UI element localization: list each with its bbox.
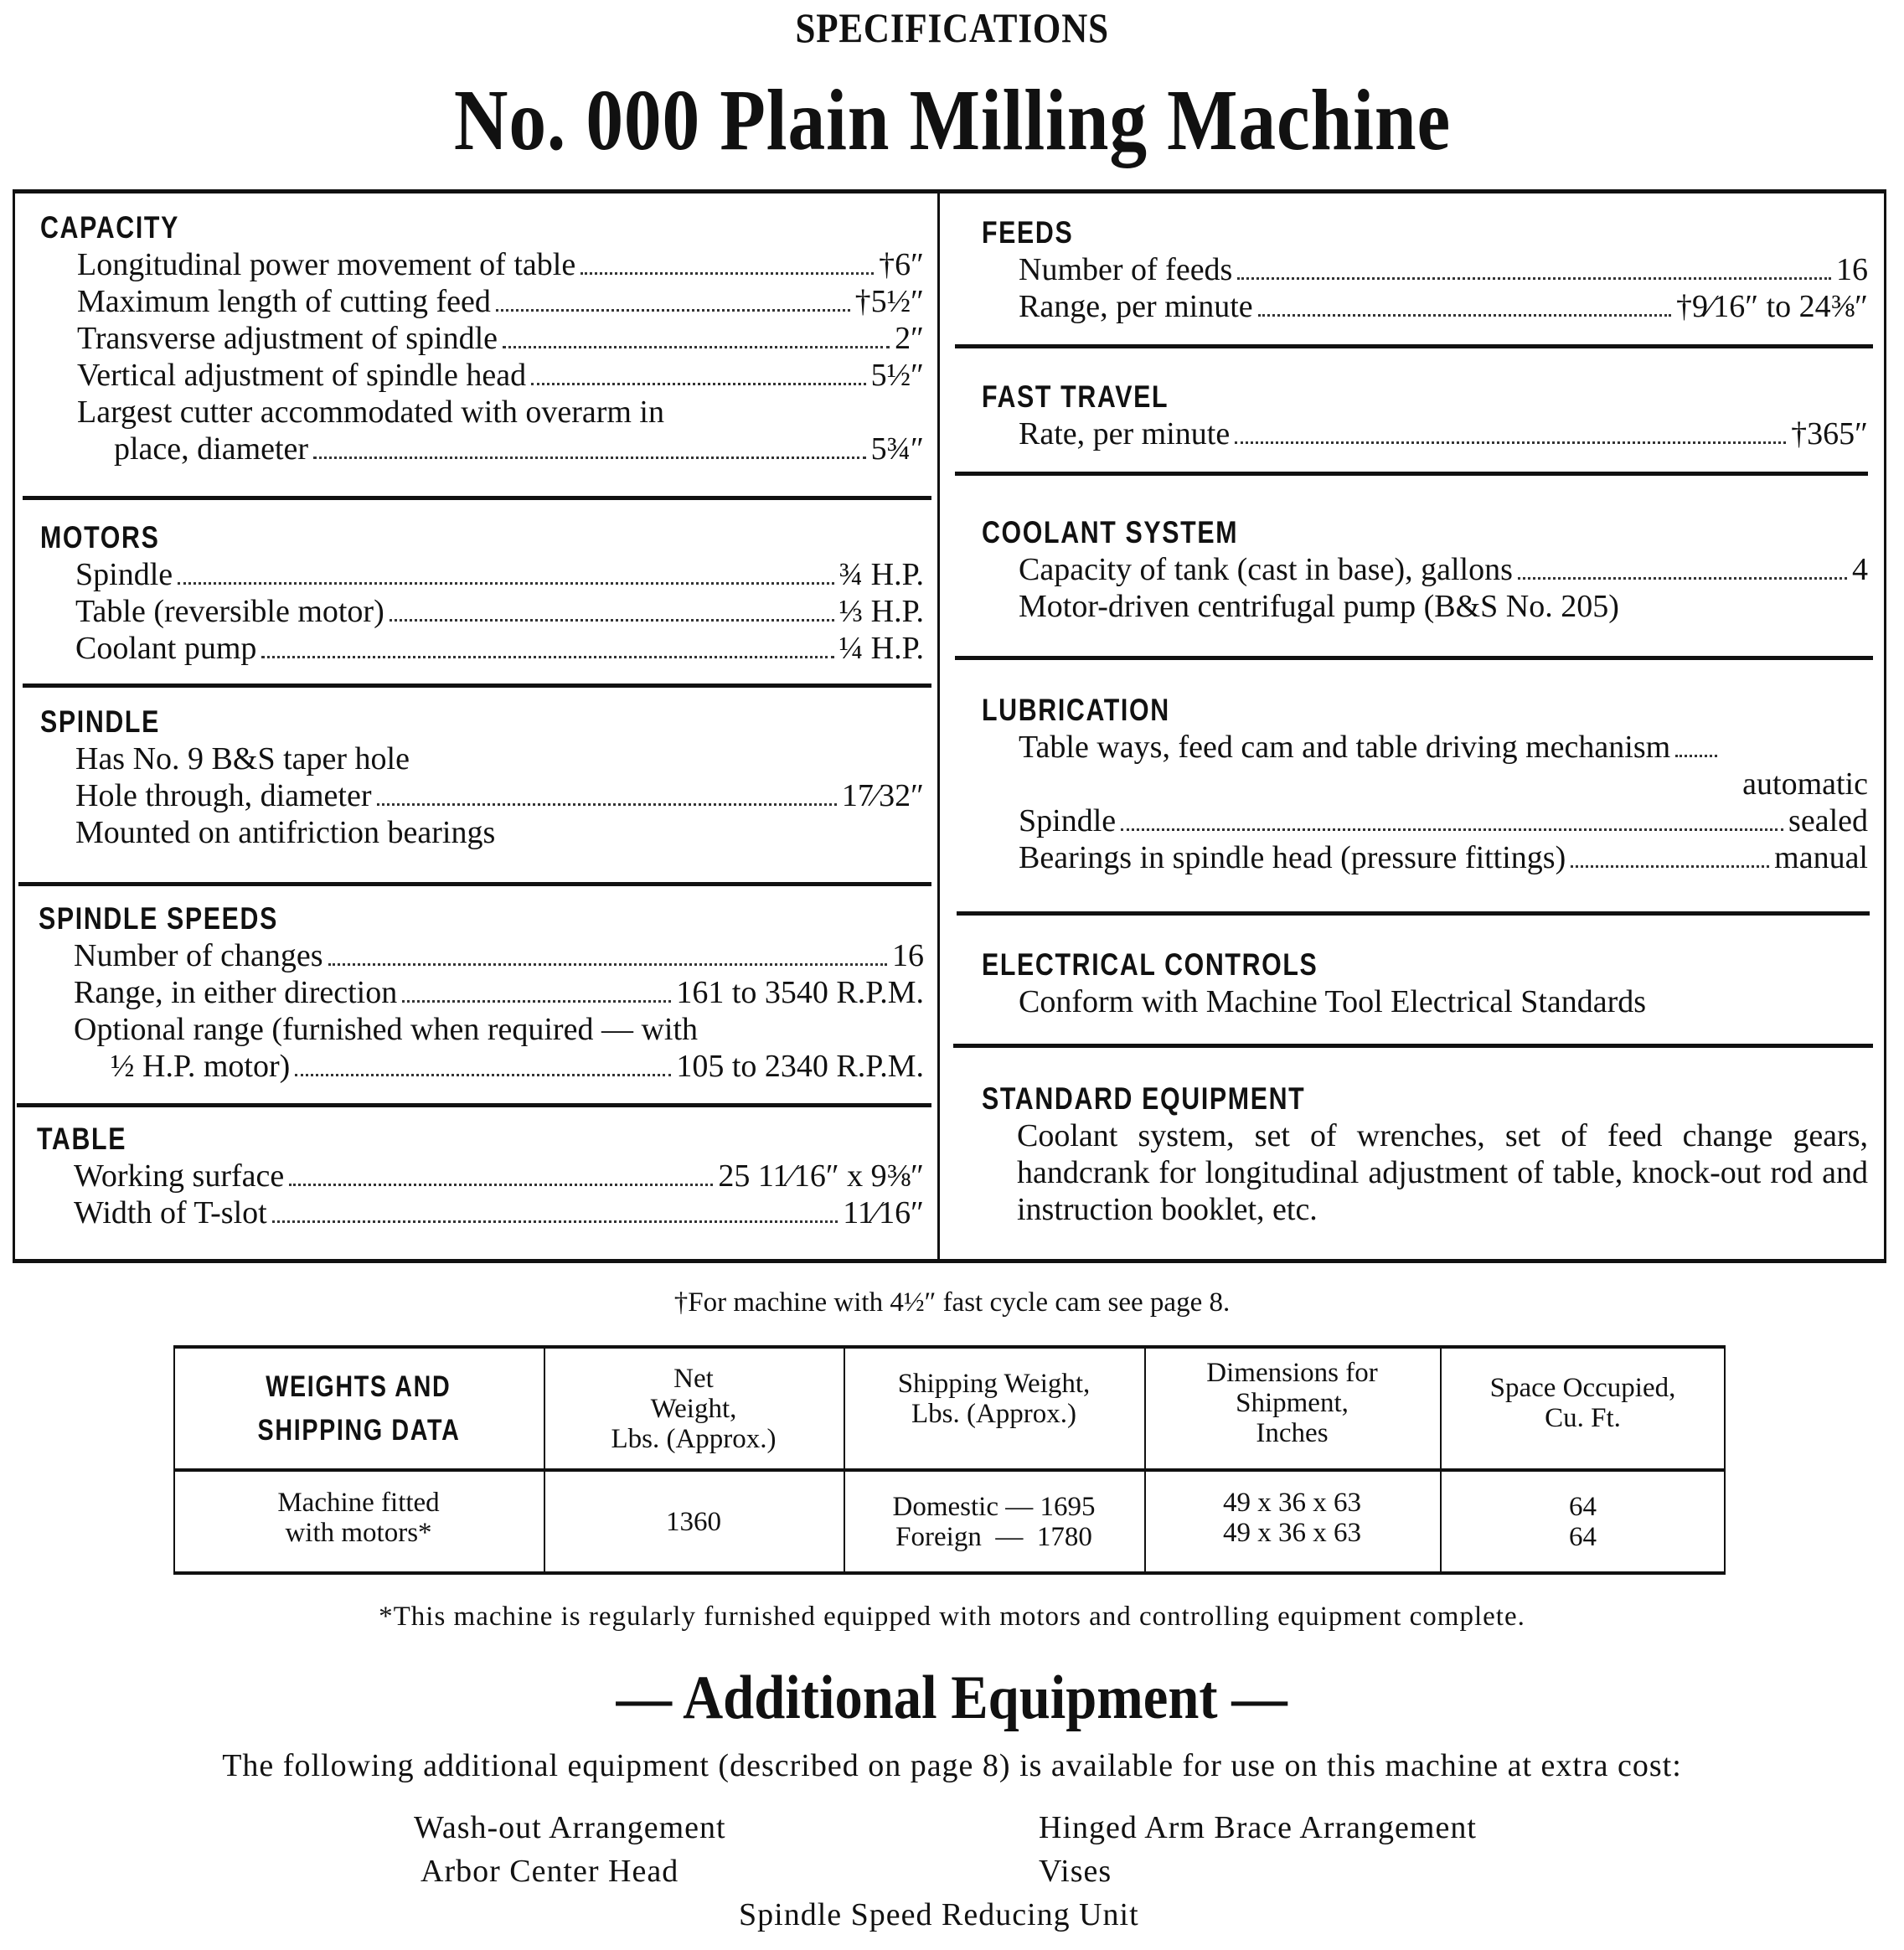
section-divider xyxy=(953,1044,1873,1048)
spec-label: Rate, per minute xyxy=(1019,416,1231,451)
section-motors xyxy=(40,519,924,667)
section-divider xyxy=(957,911,1870,916)
spec-value: †6″ xyxy=(879,247,924,282)
spec-row xyxy=(39,974,924,1011)
heading-text: STANDARD EQUIPMENT xyxy=(982,1081,1306,1116)
spec-label: ½ H.P. motor) xyxy=(111,1049,291,1084)
spec-label: place, diameter xyxy=(114,431,309,467)
spec-value: 2″ xyxy=(895,321,924,356)
additional-title-text: — Additional Equipment — xyxy=(616,1664,1288,1732)
column-header-space: Space Occupied, Cu. Ft. xyxy=(1489,1373,1676,1433)
table-title-line: SHIPPING DATA xyxy=(257,1413,460,1447)
cell-net-weight: 1360 xyxy=(666,1507,721,1537)
spec-row xyxy=(37,1194,924,1231)
spec-row xyxy=(40,630,924,667)
leader-dots xyxy=(272,1220,838,1223)
spec-value: 5½″ xyxy=(870,358,924,393)
spec-label: Transverse adjustment of spindle xyxy=(77,321,498,356)
section-heading xyxy=(982,214,1868,251)
section-heading xyxy=(982,692,1868,729)
page-kicker xyxy=(0,3,1904,52)
asterisk-footnote: *This machine is regularly furnished equipped with motors and controlling equipment complete. xyxy=(379,1602,1525,1632)
cell-space: 64 64 xyxy=(1569,1492,1597,1552)
spec-value: 25 11⁄16″ x 9⅜″ xyxy=(718,1158,924,1194)
section-standard-equipment xyxy=(982,1081,1868,1228)
section-divider xyxy=(955,656,1873,660)
spec-label: Range, in either direction xyxy=(74,975,398,1010)
additional-equipment-intro: The following additional equipment (described on page 8) is available for use on this machine at extra cost: xyxy=(222,1748,1682,1783)
section-divider xyxy=(18,882,931,886)
section-divider xyxy=(955,344,1873,348)
spec-line: Optional range (furnished when required — with xyxy=(74,1012,699,1047)
section-electrical-controls xyxy=(982,947,1868,1020)
spec-label: Maximum length of cutting feed xyxy=(77,284,491,319)
heading-text: ELECTRICAL CONTROLS xyxy=(982,947,1318,982)
column-header-shipping-weight: Shipping Weight, Lbs. (Approx.) xyxy=(897,1369,1091,1429)
spec-label: Hole through, diameter xyxy=(75,778,372,813)
kicker-text: SPECIFICATIONS xyxy=(795,4,1109,51)
table-title-line: WEIGHTS AND xyxy=(266,1370,451,1403)
shipping-data-table xyxy=(173,1345,1726,1575)
spec-label: Number of changes xyxy=(74,938,323,973)
spec-row xyxy=(982,251,1868,288)
section-lubrication xyxy=(982,692,1868,876)
spec-row xyxy=(40,357,924,394)
leader-dots xyxy=(1675,755,1717,757)
equipment-item: Vises xyxy=(1039,1854,1112,1889)
spec-row xyxy=(982,729,1868,766)
spec-value: †365″ xyxy=(1791,416,1868,451)
spec-value: sealed xyxy=(1788,803,1868,838)
spec-line: Mounted on antifriction bearings xyxy=(75,815,496,850)
spec-value: 16 xyxy=(892,938,924,973)
spec-paragraph: Coolant system, set of wrenches, set of feed change gears, handcrank for longitudinal adjustment of table, knock-out rod and instruction booklet, etc. xyxy=(1017,1118,1868,1227)
cell-dimensions: 49 x 36 x 63 49 x 36 x 63 xyxy=(1223,1488,1361,1548)
spec-value: 16 xyxy=(1836,252,1868,287)
spec-row xyxy=(40,777,924,814)
section-feeds xyxy=(982,214,1868,325)
heading-text: SPINDLE xyxy=(40,704,160,739)
heading-text: LUBRICATION xyxy=(982,693,1170,727)
spec-row xyxy=(37,1158,924,1194)
section-heading xyxy=(982,947,1868,983)
spec-row xyxy=(39,937,924,974)
spec-label: Table (reversible motor) xyxy=(75,594,384,629)
spec-value: 105 to 2340 R.P.M. xyxy=(676,1049,924,1084)
leader-dots xyxy=(328,963,887,966)
leader-dots xyxy=(390,619,834,622)
leader-dots xyxy=(295,1074,671,1076)
spec-label: Table ways, feed cam and table driving mechanism xyxy=(1019,730,1671,765)
spec-label: Number of feeds xyxy=(1019,252,1233,287)
heading-text: TABLE xyxy=(37,1122,127,1156)
leader-dots xyxy=(531,383,866,385)
spec-label: Spindle xyxy=(1019,803,1117,838)
page-title xyxy=(0,70,1904,170)
section-fast-travel xyxy=(982,379,1868,452)
spec-row xyxy=(982,551,1868,588)
spec-label: Range, per minute xyxy=(1019,289,1253,324)
heading-text: FAST TRAVEL xyxy=(982,379,1169,414)
spec-row xyxy=(982,288,1868,325)
section-heading xyxy=(40,209,924,246)
column-divider xyxy=(937,189,940,1263)
leader-dots xyxy=(402,1000,671,1003)
spec-line: Conform with Machine Tool Electrical Standards xyxy=(1019,984,1647,1019)
section-heading xyxy=(40,704,924,740)
spec-row xyxy=(40,283,924,320)
section-spindle-speeds xyxy=(39,900,924,1085)
spec-value: automatic xyxy=(1742,766,1868,802)
spec-value: 11⁄16″ xyxy=(843,1195,924,1230)
dagger-footnote: †For machine with 4½″ fast cycle cam see page 8. xyxy=(673,1287,1231,1318)
column-header-dimensions: Dimensions for Shipment, Inches xyxy=(1206,1358,1378,1448)
equipment-item: Wash-out Arrangement xyxy=(414,1810,726,1845)
leader-dots xyxy=(1121,828,1783,831)
leader-dots xyxy=(377,803,837,806)
leader-dots xyxy=(1235,441,1786,444)
spec-row xyxy=(982,802,1868,839)
column-header-net-weight: Net Weight, Lbs. (Approx.) xyxy=(611,1363,777,1454)
spec-label: Longitudinal power movement of table xyxy=(77,247,576,282)
heading-text: SPINDLE SPEEDS xyxy=(39,901,278,936)
spec-row xyxy=(39,1048,924,1085)
section-divider xyxy=(23,496,931,500)
spec-row xyxy=(40,556,924,593)
section-heading xyxy=(40,519,924,556)
spec-label: Capacity of tank (cast in base), gallons xyxy=(1019,552,1513,587)
spec-value: ¼ H.P. xyxy=(838,631,924,666)
section-heading xyxy=(37,1121,924,1158)
section-spindle xyxy=(40,704,924,851)
leader-dots xyxy=(1237,277,1831,280)
table-title xyxy=(173,1349,544,1468)
spec-line: Motor-driven centrifugal pump (B&S No. 205) xyxy=(1019,589,1619,624)
heading-text: MOTORS xyxy=(40,520,160,555)
leader-dots xyxy=(178,582,834,585)
leader-dots xyxy=(261,656,833,658)
spec-line: Has No. 9 B&S taper hole xyxy=(75,741,410,776)
title-text: No. 000 Plain Milling Machine xyxy=(453,72,1451,168)
heading-text: FEEDS xyxy=(982,215,1074,250)
leader-dots xyxy=(1258,314,1671,317)
leader-dots xyxy=(503,346,890,348)
section-heading xyxy=(982,1081,1868,1117)
leader-dots xyxy=(580,272,874,275)
spec-value: 161 to 3540 R.P.M. xyxy=(676,975,924,1010)
spec-line: Largest cutter accommodated with overarm in xyxy=(77,395,664,430)
section-capacity xyxy=(40,209,924,467)
section-coolant-system xyxy=(982,514,1868,625)
spec-value: ¾ H.P. xyxy=(838,557,924,592)
section-heading xyxy=(982,514,1868,551)
leader-dots xyxy=(289,1184,713,1186)
leader-dots xyxy=(1518,577,1847,580)
spec-label: Working surface xyxy=(74,1158,285,1194)
spec-row xyxy=(40,593,924,630)
spec-label: Vertical adjustment of spindle head xyxy=(77,358,527,393)
spec-label: Width of T-slot xyxy=(74,1195,267,1230)
row-label: Machine fitted with motors* xyxy=(277,1488,440,1548)
spec-value: †5½″ xyxy=(854,284,924,319)
cell-shipping-weight: Domestic — 1695 Foreign — 1780 xyxy=(892,1492,1096,1552)
spec-label: Bearings in spindle head (pressure fittings) xyxy=(1019,840,1566,875)
leader-dots xyxy=(496,309,850,312)
spec-value: †9⁄16″ to 24⅜″ xyxy=(1675,289,1868,324)
spec-value: manual xyxy=(1774,840,1868,875)
spec-row xyxy=(40,320,924,357)
spec-value: 5¾″ xyxy=(870,431,924,467)
spec-value: 4 xyxy=(1852,552,1868,587)
equipment-item: Arbor Center Head xyxy=(421,1854,679,1889)
section-divider xyxy=(17,1103,931,1107)
equipment-item: Spindle Speed Reducing Unit xyxy=(739,1897,1139,1932)
section-divider xyxy=(955,472,1868,476)
spec-label: Coolant pump xyxy=(75,631,257,666)
spec-value: 17⁄32″ xyxy=(841,778,924,813)
spec-row xyxy=(982,415,1868,452)
spec-value: ⅓ H.P. xyxy=(838,594,924,629)
leader-dots xyxy=(1571,865,1769,868)
spec-row xyxy=(982,839,1868,876)
spec-row xyxy=(40,246,924,283)
heading-text: CAPACITY xyxy=(40,210,179,245)
heading-text: COOLANT SYSTEM xyxy=(982,515,1239,549)
spec-label: Spindle xyxy=(75,557,173,592)
section-divider xyxy=(23,684,931,688)
section-heading xyxy=(39,900,924,937)
section-table xyxy=(37,1121,924,1231)
equipment-item: Hinged Arm Brace Arrangement xyxy=(1039,1810,1477,1845)
section-heading xyxy=(982,379,1868,415)
spec-row xyxy=(40,431,924,467)
additional-equipment-title xyxy=(0,1663,1904,1734)
leader-dots xyxy=(313,457,866,459)
